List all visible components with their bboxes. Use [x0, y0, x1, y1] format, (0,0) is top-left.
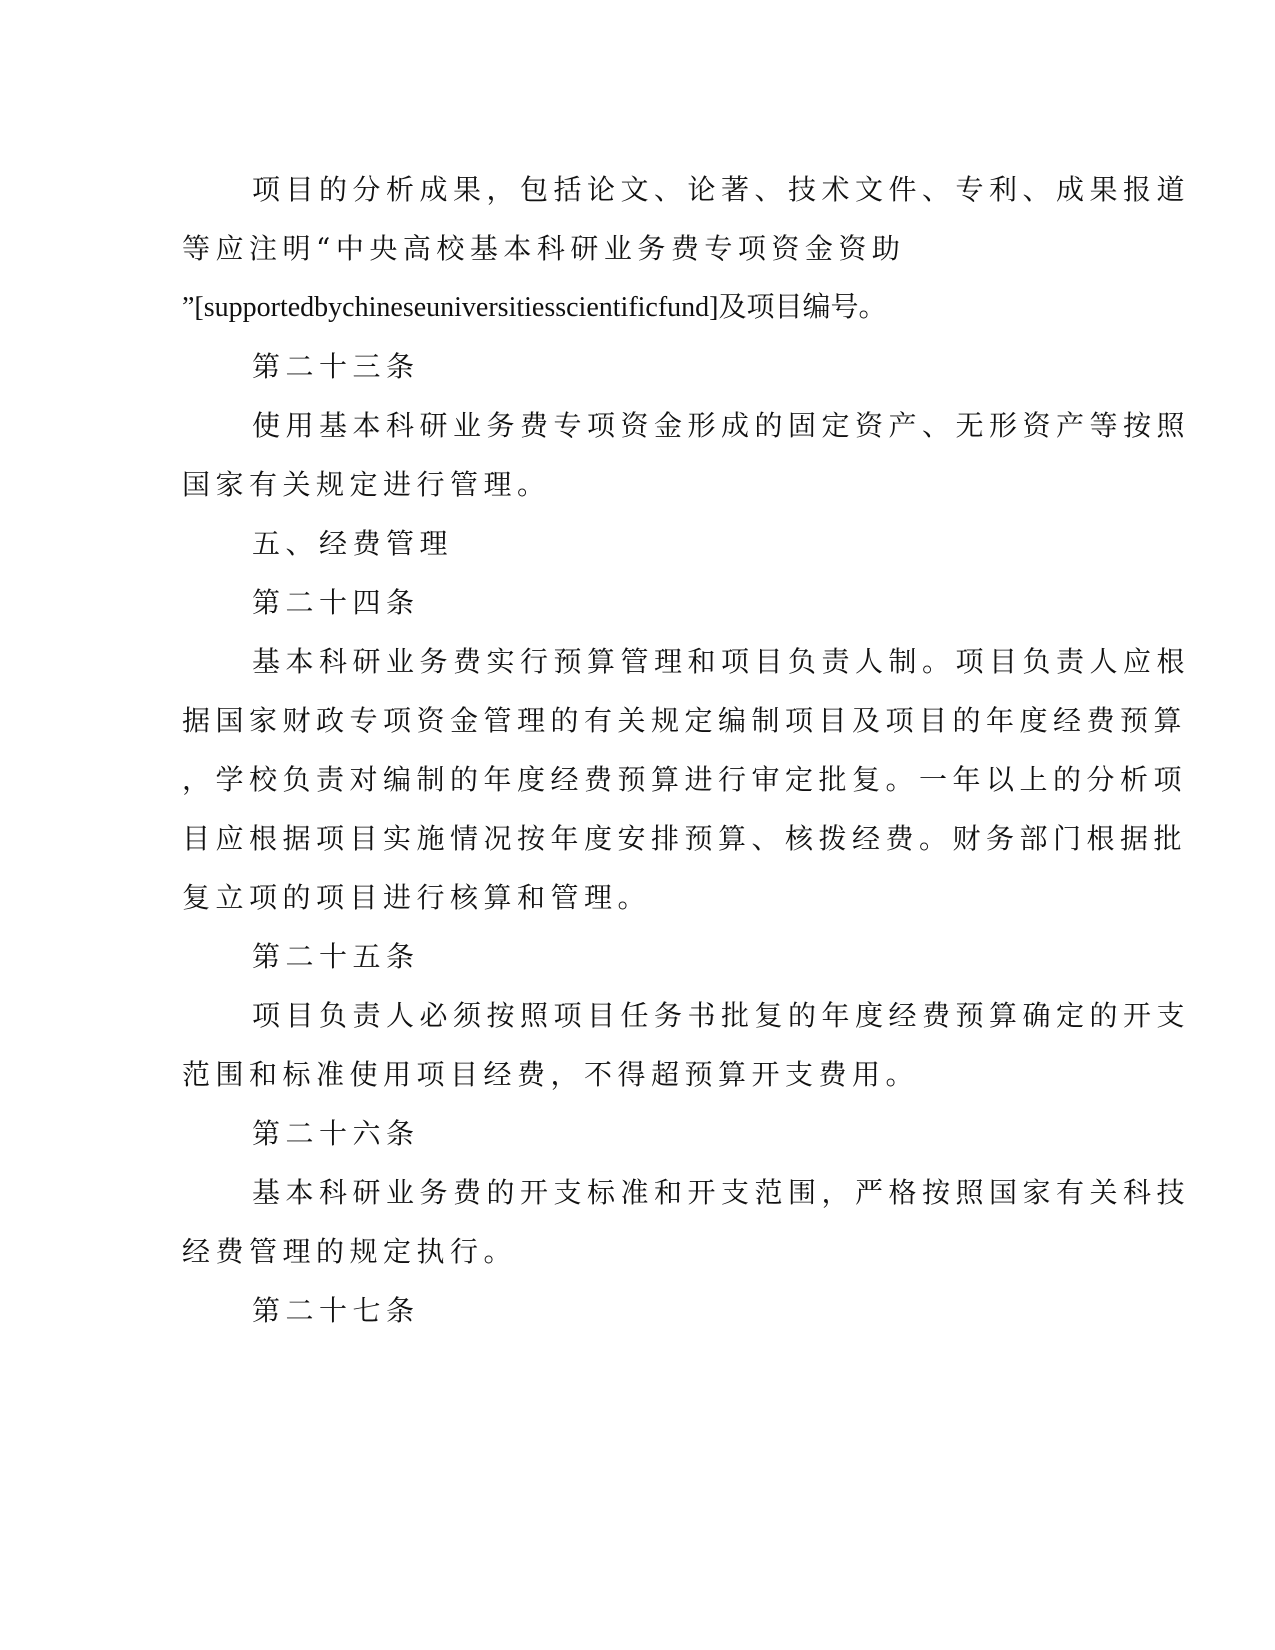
paragraph-line: 国家有关规定进行管理。: [182, 468, 551, 501]
paragraph-line: 范围和标准使用项目经费，不得超预算开支费用。: [182, 1058, 920, 1091]
article-heading: 第二十三条: [252, 350, 420, 383]
document-body: [182, 160, 1191, 1340]
paragraph-line: 等应注明“中央高校基本科研业务费专项资金资助: [182, 232, 906, 265]
section-heading: 五、经费管理: [252, 527, 454, 560]
paragraph-line: 经费管理的规定执行。: [182, 1235, 518, 1268]
paragraph-line: 据国家财政专项资金管理的有关规定编制项目及项目的年度经费预算: [182, 704, 1188, 737]
article-heading: 第二十四条: [252, 586, 420, 619]
paragraph-line: 项目负责人必须按照项目任务书批复的年度经费预算确定的开支: [252, 999, 1191, 1032]
paragraph-line: 项目的分析成果，包括论文、论著、技术文件、专利、成果报道: [252, 173, 1191, 206]
paragraph-line: 目应根据项目实施情况按年度安排预算、核拨经费。财务部门根据批: [182, 822, 1188, 855]
paragraph-line: 基本科研业务费的开支标准和开支范围，严格按照国家有关科技: [252, 1176, 1191, 1209]
paragraph-line: 复立项的项目进行核算和管理。: [182, 881, 652, 914]
article-heading: 第二十五条: [252, 940, 420, 973]
paragraph-line: 基本科研业务费实行预算管理和项目负责人制。项目负责人应根: [252, 645, 1191, 678]
article-heading: 第二十六条: [252, 1117, 420, 1150]
paragraph-line: 使用基本科研业务费专项资金形成的固定资产、无形资产等按照: [252, 409, 1191, 442]
paragraph-line: ，学校负责对编制的年度经费预算进行审定批复。一年以上的分析项: [182, 763, 1188, 796]
paragraph-line: ”[supportedbychineseuniversitiesscientificfund]及项目编号。: [182, 292, 887, 323]
article-heading: 第二十七条: [252, 1294, 420, 1327]
